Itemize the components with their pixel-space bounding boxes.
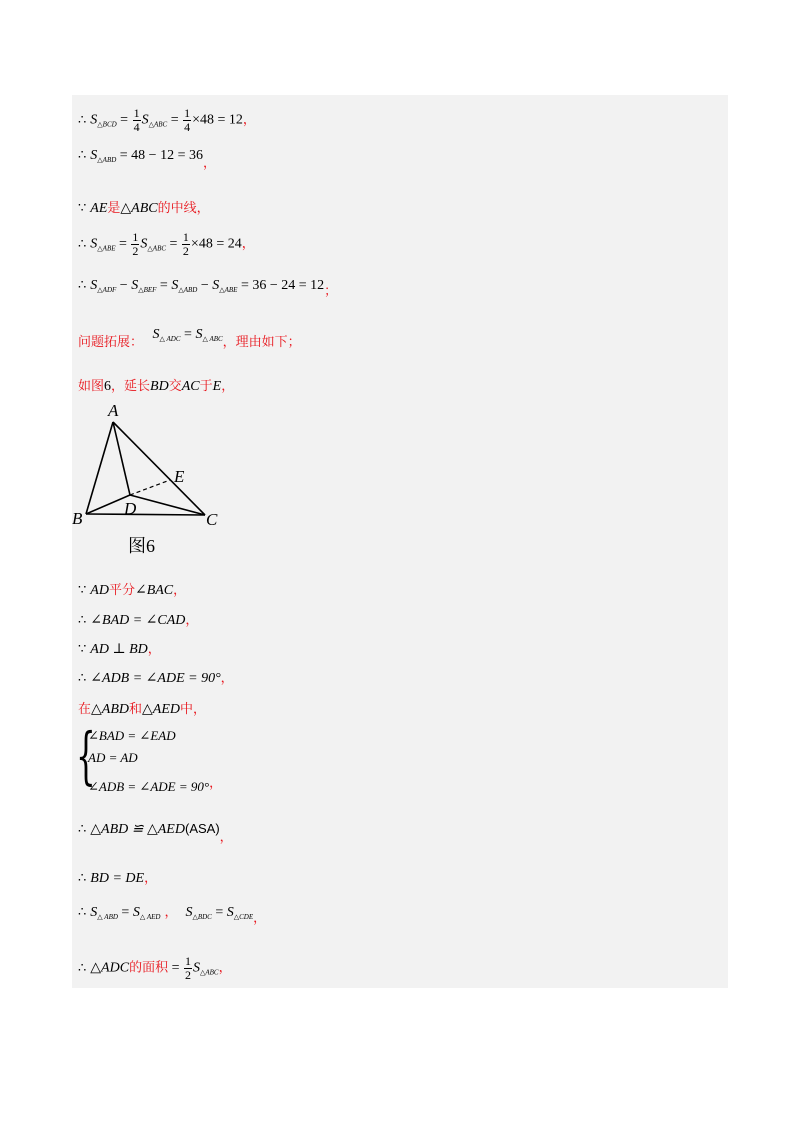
triangle-figure	[72, 400, 232, 560]
line-9: ∴ ∠BAD = ∠CAD，	[78, 612, 199, 628]
brace-icon: {	[76, 719, 96, 792]
solution-panel	[72, 95, 728, 988]
line-14: ∴ BD = DE，	[78, 870, 158, 886]
fraction: $\frac{1}{4}$	[133, 106, 140, 134]
line-16: ∴ △ADC的面积 = $\frac{1}{2}$ $S_{\triangle ABC}$，	[78, 954, 232, 982]
fraction: $\frac{1}{2}$	[182, 230, 189, 258]
line-13: ∴ △ABD ≌ △AED(ASA)，	[78, 821, 233, 845]
segment-ad	[113, 422, 130, 495]
line-12: 在△ABD和△AED中，	[78, 702, 207, 717]
system-row-2: AD = AD	[88, 750, 138, 765]
segment-de-dashed	[130, 480, 170, 495]
label-b: B	[72, 509, 83, 528]
line-5: ∴ $S_{\triangle ADF} - S_{\triangle BEF} = S_{\triangle ABD} - S_{\triangle ABE} = 36 - 24 = 12$；	[78, 277, 338, 299]
segment-dc	[130, 495, 205, 515]
label-e: E	[174, 467, 185, 486]
fraction: $\frac{1}{2}$	[132, 230, 139, 258]
line-4: ∴ $S_{\triangle ABE}$ = $\frac{1}{2}$ $S_{\triangle ABC}$ = $\frac{1}{2}$ ×48 = 24，	[78, 230, 255, 258]
line-8: ∵ AD平分∠BAC，	[78, 582, 187, 598]
line-11: ∴ ∠ADB = ∠ADE = 90°，	[78, 670, 234, 686]
system-row-3: ∠ADB = ∠ADE = 90°，	[88, 776, 223, 794]
line-6: 问题拓展： $S_{\triangle ADC} = S_{\triangle ABC}$，理由如下；	[78, 327, 301, 350]
fraction: $\frac{1}{4}$	[184, 106, 191, 134]
figure-caption: 图6	[128, 536, 155, 556]
line-15: ∴ $S_{\triangle ABD} = S_{\triangle AED}$ ， $S_{\triangle BDC} = S_{\triangle CDE}$，	[78, 904, 267, 926]
label-a: A	[108, 401, 119, 420]
line-1: ∴ $S_{\triangle BCD}$ = $\frac{1}{4}$ $S_{\triangle ABC}$ = $\frac{1}{4}$ ×48 = 12，	[78, 106, 256, 134]
segment-bc	[86, 514, 205, 515]
line-10: ∵ AD ⊥ BD，	[78, 641, 161, 657]
equation-system	[76, 719, 276, 794]
label-c: C	[206, 510, 218, 529]
line-3: ∵ AE是△ABC的中线，	[78, 200, 210, 216]
line-2: ∴ $S_{\triangle ABD} = 48 - 12 = 36$，	[78, 147, 216, 171]
system-row-1: ∠BAD = ∠EAD	[88, 728, 176, 743]
label-d: D	[124, 499, 137, 518]
line-7: 如图6，延长BD交AC于E，	[78, 379, 235, 394]
fraction: $\frac{1}{2}$	[184, 954, 191, 982]
segment-ab	[86, 422, 113, 514]
